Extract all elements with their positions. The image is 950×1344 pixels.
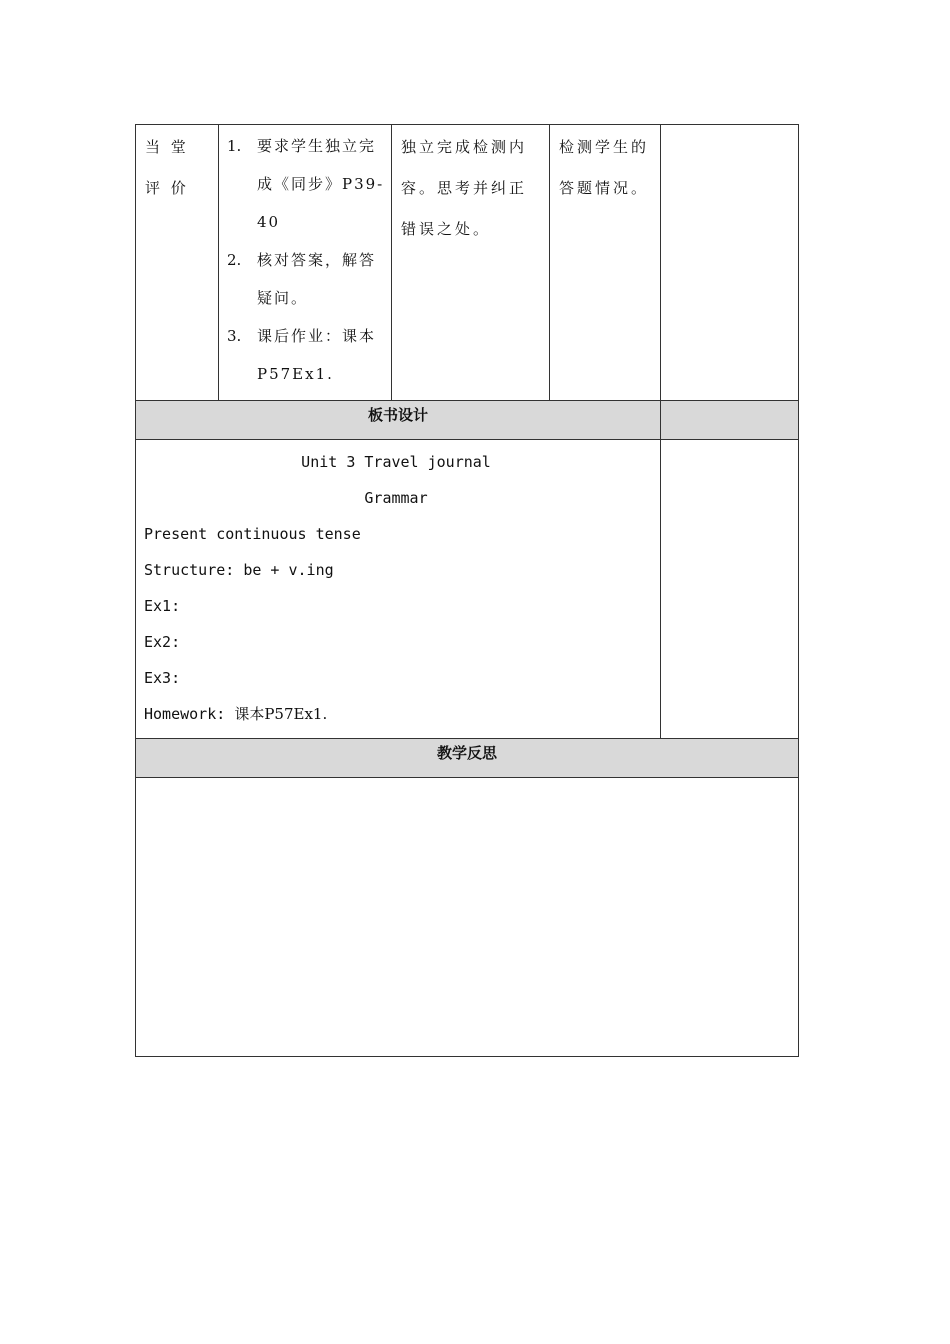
reflection-content-cell [136, 778, 799, 1057]
list-item [227, 127, 387, 241]
step-number: 3. [227, 327, 242, 345]
reflection-heading: 教学反思 [436, 744, 497, 762]
reflection-row [136, 778, 799, 1057]
student-activity-cell [392, 125, 550, 401]
evaluation-label: 当 堂 评 价 [145, 138, 189, 197]
board-line: Ex1: [144, 597, 181, 615]
board-design-header-row [136, 401, 799, 440]
step-text: 核对答案，解答疑问。 [257, 251, 377, 307]
homework-text: 课本P57Ex1. [234, 705, 328, 723]
note-cell [661, 125, 799, 401]
step-number: 1. [227, 137, 242, 155]
lesson-plan-table [135, 124, 799, 1057]
board-design-row [136, 440, 799, 739]
board-design-side-cell [661, 440, 799, 739]
step-text: 要求学生独立完成《同步》P39-40 [257, 137, 385, 231]
board-design-header-side-cell [661, 401, 799, 440]
list-item [227, 241, 387, 317]
board-homework-line [144, 696, 652, 732]
reflection-header-cell [136, 739, 799, 778]
list-item [227, 317, 387, 393]
evaluation-steps-list [219, 125, 391, 399]
purpose-cell [550, 125, 661, 401]
homework-label: Homework: [144, 705, 226, 723]
step-number: 2. [227, 251, 242, 269]
purpose-text: 检测学生的答题情况。 [559, 138, 650, 197]
evaluation-label-cell [136, 125, 219, 401]
board-line: Ex3: [144, 669, 181, 687]
board-line: Structure: be + v.ing [144, 561, 334, 579]
evaluation-row [136, 125, 799, 401]
board-subtitle: Grammar [364, 489, 428, 507]
board-design-content-cell [136, 440, 661, 739]
board-design-heading: 板书设计 [367, 406, 428, 424]
board-line: Ex2: [144, 633, 181, 651]
board-line: Present continuous tense [144, 525, 361, 543]
board-title: Unit 3 Travel journal [301, 453, 491, 471]
board-design-header-cell [136, 401, 661, 440]
student-activity-text: 独立完成检测内容。思考并纠正错误之处。 [401, 138, 528, 238]
step-text: 课后作业：课本P57Ex1. [257, 327, 377, 383]
reflection-header-row [136, 739, 799, 778]
evaluation-steps-cell [219, 125, 392, 401]
